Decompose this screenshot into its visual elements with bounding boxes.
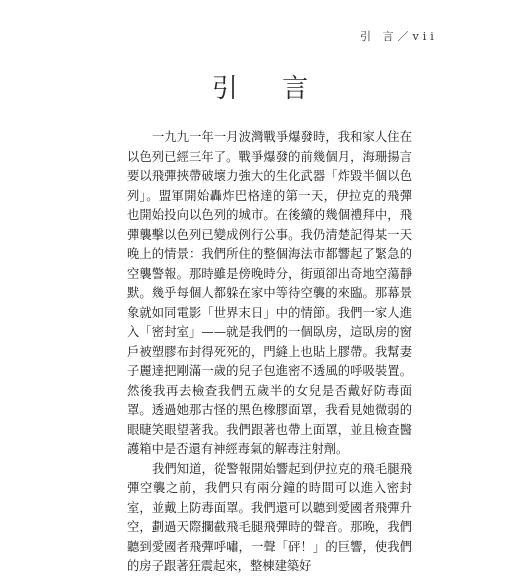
body-text — [127, 128, 412, 577]
running-header: 引 言／vii — [360, 30, 438, 43]
paragraph: 一九九一年一月波灣戰爭爆發時，我和家人住在以色列已經三年了。戰爭爆發的前幾個月，海珊揚言要以飛彈挾帶破壞力強大的生化武器「炸毀半個以色列」。盟軍開始轟炸巴格達的第一天，伊拉克的飛彈也開始投向以色列的城市。在後續的幾個禮拜中，飛彈襲擊以色列已變成例行公事。我仍清楚記得某一天晚上的情景：我們所住的整個海法市都響起了緊急的空襲警報。那時雖是傍晚時分，街頭卻出奇地空蕩靜默。幾乎每個人都躲在家中等待空襲的來臨。那幕景象就如同電影「世界末日」中的情節。我們一家人進入「密封室」——就是我們的一個臥房，這臥房的窗戶被塑膠布封得死死的，門縫上也貼上膠帶。我幫妻子麗達把剛滿一歲的兒子包進密不透風的呼吸裝置。然後我再去檢查我們五歲半的女兒是否戴好防毒面罩。透過她那古怪的黑色橡膠面罩，我看見她微弱的眼睫笑眼望著我。我們跟著也帶上面罩，並且檢查醫護箱中是否還有神經毒氣的解毒注射劑。 — [127, 130, 412, 456]
chapter-title: 引 言 — [211, 74, 327, 104]
paragraph: 我們知道，從警報開始響起到伊拉克的飛毛腿飛彈空襲之前，我們只有兩分鐘的時間可以進入密封室，並戴上防毒面罩。我們還可以聽到愛國者飛彈升空，劃過天際攔截飛毛腿飛彈時的聲音。那晚，我們聽到愛國者飛彈呼嘯，一聲「砰！」的巨響，使我們的房子跟著狂震起來，整棟建築好 — [127, 461, 412, 573]
